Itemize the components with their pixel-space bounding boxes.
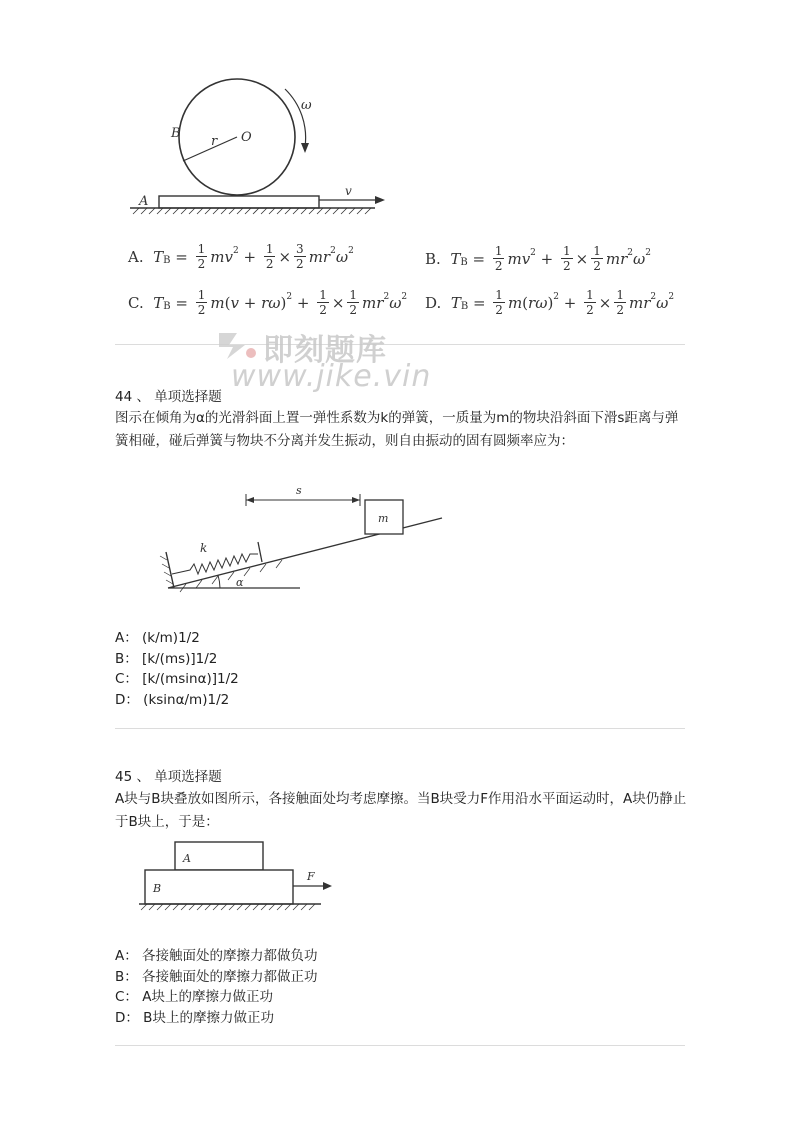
label-alpha: α <box>236 576 244 589</box>
q43-option-a[interactable]: A. T B = $\frac{1}{2}$ mv 2 + $\frac{1}{2}$ × $\frac{3}{2}$ mr 2 ω 2 <box>128 242 354 271</box>
q43-figure-rolling-disk <box>125 75 395 220</box>
plank <box>159 196 319 208</box>
q45-option-b[interactable]: B： 各接触面处的摩擦力都做正功 <box>115 968 318 985</box>
q44-text: 图示在倾角为α的光滑斜面上置一弹性系数为k的弹簧，一质量为m的物块沿斜面下滑s距离与弹簧相碰，碰后弹簧与物块不分离并发生振动，则自由振动的固有圆频率应为： <box>115 410 679 449</box>
wall-hatch <box>160 556 173 584</box>
rotation-arrowhead <box>301 143 309 153</box>
q45-text: A块与B块叠放如图所示，各接触面处均考虑摩擦。当B块受力F作用沿水平面运动时，A块仍静止于B块上，于是： <box>115 791 687 830</box>
q44-option-d[interactable]: D： (ksinα/m)1/2 <box>115 691 230 708</box>
label-k: k <box>200 541 208 555</box>
q45-figure-stacked-blocks <box>135 838 335 918</box>
q45-options <box>115 946 318 1028</box>
watermark-cn: 即刻题库 <box>263 333 387 368</box>
label-b: B <box>153 882 162 895</box>
q45-option-d[interactable]: D： B块上的摩擦力做正功 <box>115 1009 274 1026</box>
ground-hatch <box>133 208 371 214</box>
q43-option-b[interactable]: B. T B = $\frac{1}{2}$ mv 2 + $\frac{1}{2}$ × $\frac{1}{2}$ mr 2 ω 2 <box>425 244 651 273</box>
alpha-arc <box>218 575 220 588</box>
label-m: m <box>378 512 389 525</box>
watermark-url: www.jike.vin <box>231 359 432 394</box>
force-arrowhead <box>323 882 332 890</box>
q45-header: 45 、 单项选择题 <box>115 769 222 785</box>
q44-options <box>115 628 239 710</box>
q44-header: 44 、 单项选择题 <box>115 389 222 405</box>
label-omega: ω <box>301 98 312 113</box>
q43-option-c[interactable]: C. T B = $\frac{1}{2}$ m ( v + rω ) 2 + $\frac{1}{2}$ × $\frac{1}{2}$ mr 2 ω 2 <box>128 288 408 317</box>
label-b: B <box>171 126 181 141</box>
velocity-arrowhead <box>375 196 385 204</box>
radius-line <box>183 137 237 161</box>
q44-option-b[interactable]: B： [k/(ms)]1/2 <box>115 650 218 667</box>
spring <box>172 554 258 574</box>
label-a: A <box>139 194 149 209</box>
separator-q45 <box>115 1045 685 1046</box>
label-s: s <box>296 484 302 497</box>
watermark-logo-icon <box>215 327 259 361</box>
ground-hatch <box>141 904 315 910</box>
q44-figure-incline-spring <box>150 470 450 600</box>
separator-q44 <box>115 728 685 729</box>
label-f: F <box>307 870 315 883</box>
q45-option-a[interactable]: A： 各接触面处的摩擦力都做负功 <box>115 948 318 964</box>
label-v: v <box>345 184 352 198</box>
label-r: r <box>211 134 218 149</box>
label-a: A <box>183 852 191 865</box>
block-b <box>145 870 293 904</box>
q45-option-c[interactable]: C： A块上的摩擦力做正功 <box>115 989 273 1005</box>
q43-option-d[interactable]: D. T B = $\frac{1}{2}$ m ( rω ) 2 + $\frac{1}{2}$ × $\frac{1}{2}$ mr 2 ω 2 <box>425 288 675 317</box>
label-o: O <box>241 130 252 145</box>
separator-q43 <box>115 344 685 345</box>
q44-option-c[interactable]: C： [k/(msinα)]1/2 <box>115 671 239 687</box>
spring-end-plate <box>258 542 262 562</box>
q44-option-a[interactable]: A： (k/m)1/2 <box>115 630 200 646</box>
